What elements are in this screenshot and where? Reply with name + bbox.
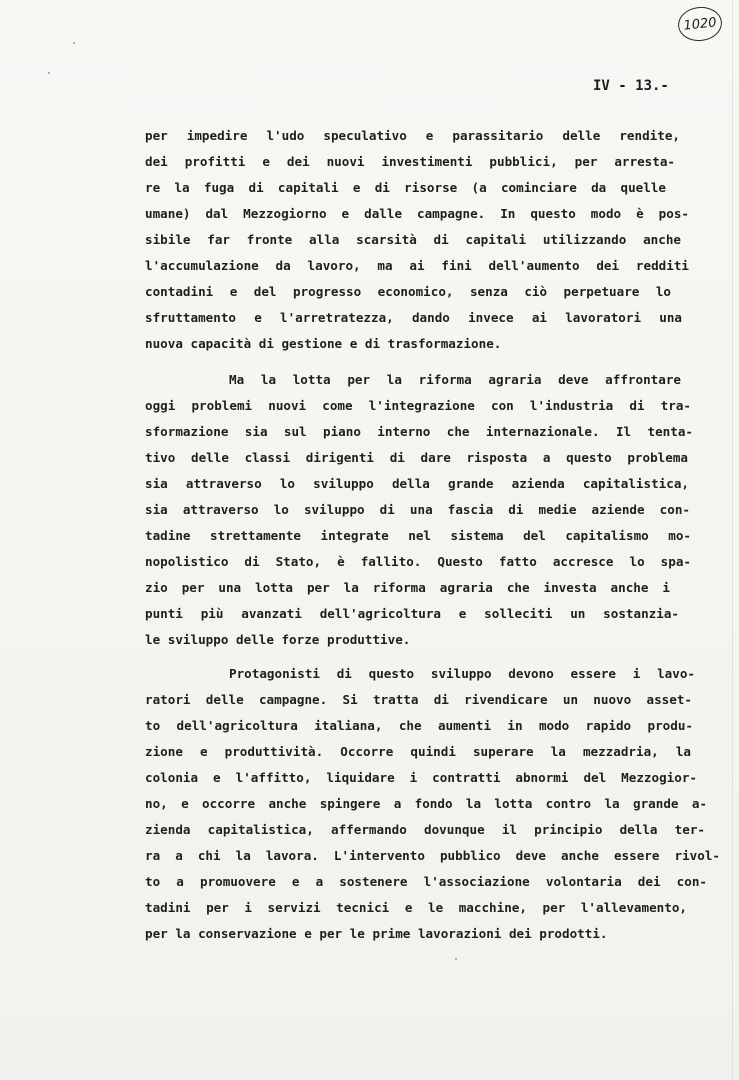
text-line: per impedire l'udo speculativo e parassitario delle rendite, [145, 128, 680, 143]
text-line: nopolistico di Stato, è fallito. Questo fatto accresce lo spa- [145, 554, 691, 569]
text-line: per la conservazione e per le prime lavorazioni dei prodotti. [145, 926, 608, 941]
text-line: colonia e l'affitto, liquidare i contratti abnormi del Mezzogior- [145, 770, 697, 785]
paper-speck [455, 958, 457, 960]
text-line: l'accumulazione da lavoro, ma ai fini dell'aumento dei redditi [145, 258, 689, 273]
text-line: ratori delle campagne. Si tratta di rivendicare un nuovo asset- [145, 692, 692, 707]
text-line: contadini e del progresso economico, senza ciò perpetuare lo [145, 284, 671, 299]
text-line: ra a chi la lavora. L'intervento pubblico deve anche essere rivol- [145, 848, 720, 863]
text-line: punti più avanzati dell'agricoltura e solleciti un sostanzia- [145, 606, 679, 621]
text-line: no, e occorre anche spingere a fondo la lotta contro la grande a- [145, 796, 707, 811]
text-line: to dell'agricoltura italiana, che aumenti in modo rapido produ- [145, 718, 693, 733]
text-line: re la fuga di capitali e di risorse (a cominciare da quelle [145, 180, 666, 195]
text-line: sibile far fronte alla scarsità di capitali utilizzando anche [145, 232, 681, 247]
text-line: to a promuovere e a sostenere l'associazione volontaria dei con- [145, 874, 707, 889]
text-line: nuova capacità di gestione e di trasformazione. [145, 336, 502, 351]
text-line: Protagonisti di questo sviluppo devono essere i lavo- [229, 666, 695, 681]
text-line: oggi problemi nuovi come l'integrazione con l'industria di tra- [145, 398, 691, 413]
archive-stamp-number: 1020 [682, 14, 718, 34]
text-line: le sviluppo delle forze produttive. [145, 632, 411, 647]
text-line: sfruttamento e l'arretratezza, dando invece ai lavoratori una [145, 310, 682, 325]
page-number: IV - 13.- [593, 78, 669, 94]
paper-speck [73, 42, 75, 44]
text-line: Ma la lotta per la riforma agraria deve affrontare [229, 372, 681, 387]
text-line: tadini per i servizi tecnici e le macchine, per l'allevamento, [145, 900, 687, 915]
text-line: sformazione sia sul piano interno che internazionale. Il tenta- [145, 424, 693, 439]
text-line: tadine strettamente integrate nel sistema del capitalismo mo- [145, 528, 691, 543]
text-line: dei profitti e dei nuovi investimenti pubblici, per arresta- [145, 154, 675, 169]
text-line: zio per una lotta per la riforma agraria che investa anche i [145, 580, 670, 595]
text-line: tivo delle classi dirigenti di dare risposta a questo problema [145, 450, 688, 465]
text-line: umane) dal Mezzogiorno e dalle campagne. In questo modo è pos- [145, 206, 689, 221]
text-line: zione e produttività. Occorre quindi superare la mezzadria, la [145, 744, 691, 759]
text-line: sia attraverso lo sviluppo di una fascia di medie aziende con- [145, 502, 690, 517]
paper-speck [48, 72, 50, 74]
text-line: sia attraverso lo sviluppo della grande azienda capitalistica, [145, 476, 689, 491]
text-line: zienda capitalistica, affermando dovunque il principio della ter- [145, 822, 705, 837]
